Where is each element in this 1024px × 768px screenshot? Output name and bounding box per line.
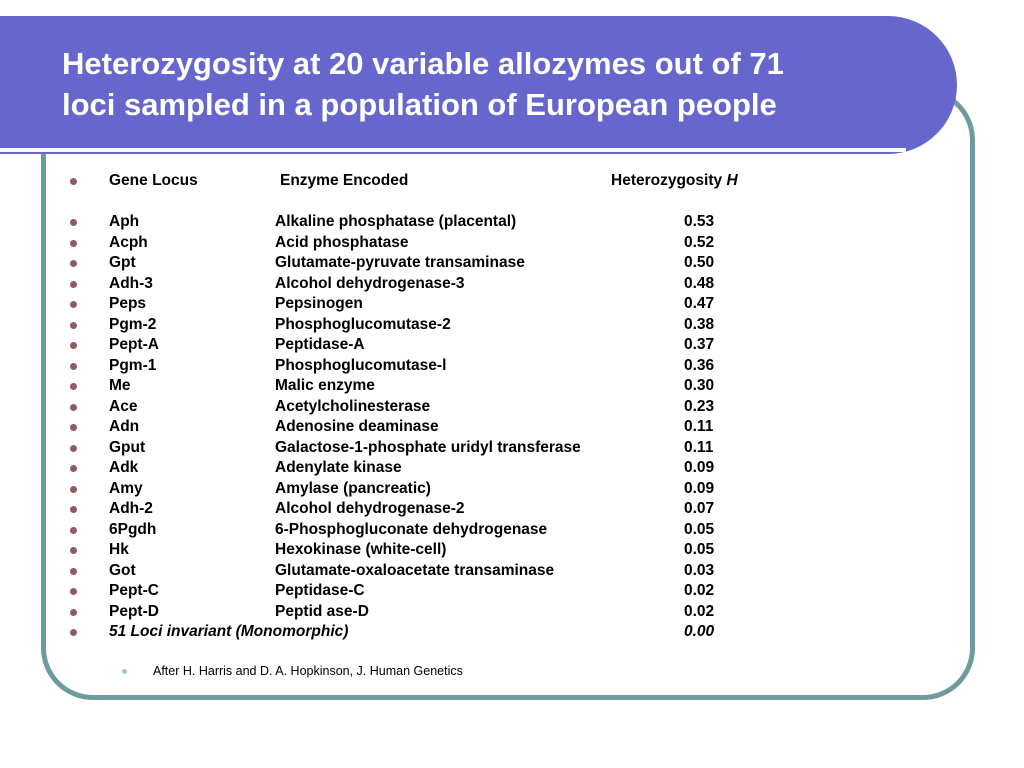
invariant-value: 0.00: [684, 623, 715, 640]
heterozygosity-value: 0.03: [684, 561, 715, 579]
enzyme-name: Acid phosphatase: [275, 233, 409, 251]
heterozygosity-value: 0.53: [684, 213, 715, 230]
note-bullet-icon: [122, 669, 127, 674]
enzyme-name: Galactose-1-phosphate uridyl transferase: [275, 438, 581, 456]
bullet-icon: [70, 547, 77, 554]
gene-locus: Pgm-2: [109, 315, 157, 333]
heterozygosity-value: 0.02: [684, 602, 715, 620]
gene-locus: Pept-A: [109, 336, 159, 353]
heterozygosity-value: 0.07: [684, 500, 715, 517]
heterozygosity-value: 0.09: [684, 479, 715, 497]
bullet-icon: [70, 342, 77, 349]
bullet-icon: [70, 506, 77, 513]
enzyme-name: Peptidase-C: [275, 582, 365, 599]
gene-locus: Pept-C: [109, 582, 159, 599]
heterozygosity-value: 0.50: [684, 254, 715, 271]
heterozygosity-value: 0.11: [684, 438, 714, 456]
bullet-icon: [70, 588, 77, 595]
slide-title: Heterozygosity at 20 variable allozymes out of 71 loci sampled in a population of European people: [62, 46, 784, 122]
gene-locus: Aph: [109, 213, 140, 230]
gene-locus: Acph: [109, 233, 148, 251]
gene-locus: Pept-D: [109, 602, 159, 620]
source-note-text: After H. Harris and D. A. Hopkinson, J. Human Genetics: [153, 664, 463, 678]
enzyme-name: Alkaline phosphatase (placental): [275, 213, 517, 230]
enzyme-name: Acetylcholinesterase: [275, 397, 431, 415]
heterozygosity-value: 0.09: [684, 459, 715, 476]
gene-locus: Gput: [109, 438, 146, 456]
bullet-icon: [70, 363, 77, 370]
enzyme-name: Phosphoglucomutase-l: [275, 356, 447, 374]
heterozygosity-value: 0.37: [684, 336, 715, 353]
header-h-symbol: H: [726, 172, 738, 189]
heterozygosity-value: 0.02: [684, 582, 715, 599]
enzyme-name: Peptidase-A: [275, 336, 365, 353]
enzyme-name: Alcohol dehydrogenase-3: [275, 274, 465, 292]
title-underline: [0, 148, 906, 152]
heterozygosity-value: 0.38: [684, 315, 715, 333]
enzyme-name: Glutamate-pyruvate transaminase: [275, 254, 525, 271]
enzyme-name: Adenosine deaminase: [275, 418, 439, 435]
bullet-icon: [70, 424, 77, 431]
bullet-icon: [70, 219, 77, 226]
bullet-icon: [70, 404, 77, 411]
bullet-icon: [70, 527, 77, 534]
gene-locus: Pgm-1: [109, 356, 157, 374]
gene-locus: Adk: [109, 459, 139, 476]
enzyme-name: Peptid ase-D: [275, 602, 369, 620]
gene-locus: Peps: [109, 295, 147, 312]
header-gene-locus: Gene Locus: [109, 172, 198, 189]
heterozygosity-value: 0.48: [684, 274, 715, 292]
heterozygosity-value: 0.05: [684, 520, 715, 538]
enzyme-name: Glutamate-oxaloacetate transaminase: [275, 561, 555, 579]
gene-locus: Adh-2: [109, 500, 153, 517]
heterozygosity-value: 0.47: [684, 295, 715, 312]
heterozygosity-value: 0.05: [684, 541, 715, 558]
bullet-icon: [70, 240, 77, 247]
enzyme-name: Malic enzyme: [275, 377, 375, 394]
enzyme-name: Hexokinase (white-cell): [275, 541, 447, 558]
heterozygosity-value: 0.36: [684, 356, 715, 374]
header-heterozygosity-label: Heterozygosity: [611, 172, 723, 189]
header-heterozygosity: [611, 171, 738, 192]
gene-locus: Me: [109, 377, 131, 394]
bullet-icon: [70, 301, 77, 308]
bullet-icon: [70, 445, 77, 452]
enzyme-name: 6-Phosphogluconate dehydrogenase: [275, 520, 548, 538]
heterozygosity-value: 0.52: [684, 233, 715, 251]
bullet-icon: [70, 178, 77, 185]
gene-locus: Adh-3: [109, 274, 153, 292]
enzyme-name: Adenylate kinase: [275, 459, 402, 476]
bullet-icon: [70, 629, 77, 636]
gene-locus: 6Pgdh: [109, 520, 157, 538]
title-bar: [0, 16, 957, 154]
header-enzyme-encoded: Enzyme Encoded: [280, 172, 409, 189]
bullet-icon: [70, 568, 77, 575]
enzyme-name: Amylase (pancreatic): [275, 479, 431, 497]
gene-locus: Adn: [109, 418, 140, 435]
bullet-icon: [70, 465, 77, 472]
enzyme-name: Alcohol dehydrogenase-2: [275, 500, 465, 517]
heterozygosity-value: 0.11: [684, 418, 714, 435]
bullet-icon: [70, 322, 77, 329]
gene-locus: Amy: [109, 479, 143, 497]
bullet-icon: [70, 281, 77, 288]
bullet-icon: [70, 260, 77, 267]
gene-locus: Hk: [109, 541, 129, 558]
bullet-icon: [70, 486, 77, 493]
heterozygosity-value: 0.23: [684, 397, 715, 415]
bullet-icon: [70, 609, 77, 616]
invariant-label: 51 Loci invariant (Monomorphic): [109, 623, 349, 640]
enzyme-name: Phosphoglucomutase-2: [275, 315, 451, 333]
gene-locus: Got: [109, 561, 136, 579]
enzyme-name: Pepsinogen: [275, 295, 363, 312]
bullet-icon: [70, 383, 77, 390]
gene-locus: Ace: [109, 397, 138, 415]
heterozygosity-value: 0.30: [684, 377, 715, 394]
gene-locus: Gpt: [109, 254, 136, 271]
